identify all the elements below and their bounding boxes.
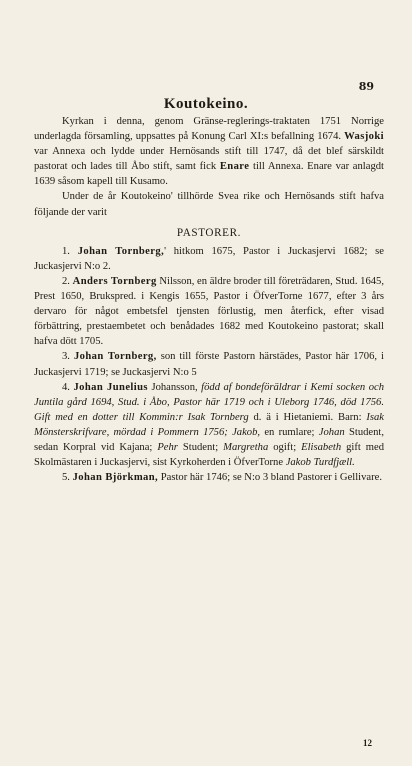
pastor-entry: 1. Johan Tornberg,' hitkom 1675, Pastor i Juckasjervi 1682; se Juckasjervi N:o 2. <box>34 245 385 272</box>
page-title: Koutokeino. <box>163 96 249 112</box>
place-name: Enare <box>219 161 250 173</box>
page-number: 89 <box>358 80 374 93</box>
pastor-entry: 3. Johan Tornberg, son till förste Pastorn härstädes, Pastor här 1706, i Juckasjervi 1719; se Juckasjervi N:o 5 <box>34 351 385 378</box>
signature-mark: 12 <box>363 738 372 748</box>
intro-paragraph: Kyrkan i denna, genom Gränse-reglerings-traktaten 1751 Norrige underlagda församling, uppsattes på Konung Carl XI:s befallning 1674. Wasjoki var Annexa och lydde under Hernösands stift till 1747, då det blef särskildt pastorat och lades till Åbo stift, samt fick Enare till Annexa. Enare var anlagdt 1639 såsom kapell till Kusamo. <box>34 116 384 188</box>
section-heading: PASTORER. <box>176 226 242 239</box>
place-name: Wasjoki <box>344 131 384 143</box>
pastor-entry: 5. Johan Björkman, Pastor här 1746; se N:o 3 bland Pastorer i Gellivare. <box>62 472 382 484</box>
pastor-entry: 4. Johan Junelius Johansson, född af bondeföräldrar i Kemi socken och Juntila gård 1694, Stud. i Åbo, Pastor här 1719 och i Uleborg 1746, död 1756. Gift med en dotter till Kommin:r Isak Tornberg d. ä i Hietaniemi. Barn: Isak Mönsterskrifvare, mördad i Pommern 1756; Jakob, en rumlare; Johan Student, sedan Korpral vid Kajana; Pehr Student; Margretha ogift; Elisabeth gift med Skolmästaren i Juckasjervi, sist Kyrkoherden i ÖfverTorne Jakob Turdfjæll. <box>34 381 385 469</box>
pastor-entry: 2. Anders Tornberg Nilsson, en äldre broder till företrädaren, Stud. 1645, Prest 1650, Brukspred. i Kengis 1655, Pastor i ÖfverTorne 1677, efter 3 års dervaro för något embetsfel tjensten förlustig, men återfick, efter visad förbättring, prestaembetet och benådades 1682 med Koutokeino pastorat; skall hafva dött 1705. <box>34 275 385 348</box>
paragraph: Under de år Koutokeino' tillhörde Svea rike och Hernösands stift hafva följande der varit <box>34 191 384 218</box>
text-body <box>34 114 384 485</box>
